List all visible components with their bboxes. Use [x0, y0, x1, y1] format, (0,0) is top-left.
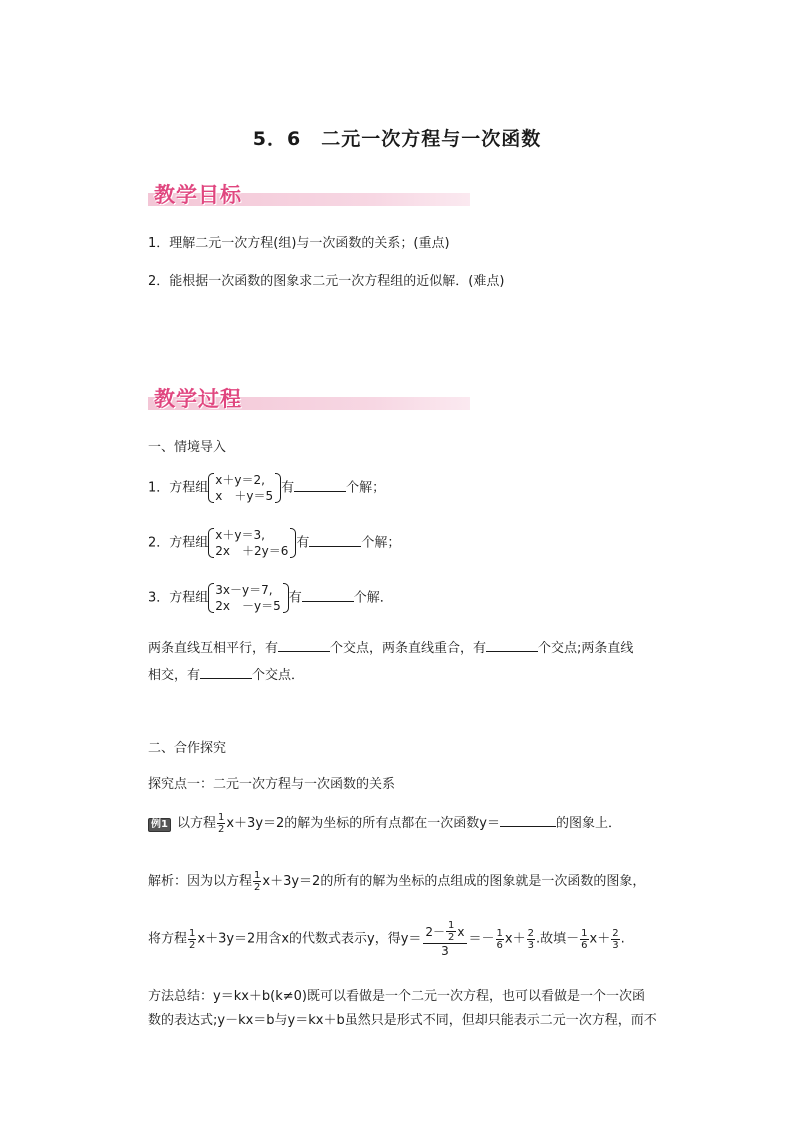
- equation: 3x－y＝7,: [215, 583, 273, 597]
- question-prefix: 3．方程组: [148, 590, 209, 606]
- section-banner-goals: [148, 181, 478, 207]
- answer-blank: [486, 639, 538, 652]
- page-title: 5．6 二元一次方程与一次函数: [252, 128, 542, 150]
- answer-blank: [500, 814, 556, 827]
- intersect-line-1: 两条直线互相平行，有 个交点，两条直线重合，有 个交点;两条直线: [148, 641, 634, 656]
- fraction-half: $\frac{1}{2}$: [217, 812, 225, 835]
- equation: x ＋y＝5: [215, 489, 274, 503]
- intersect-line-2: 相交，有 个交点．: [148, 668, 305, 683]
- summary-line-2: 数的表达式;y－kx＝b与y＝kx＋b虽然只是形式不同，但却只能表示二元一次方程，而不: [148, 1013, 657, 1028]
- equation: 2x －y＝5: [215, 599, 281, 613]
- equation: x＋y＝3,: [215, 528, 265, 542]
- question-1: 1．方程组 x＋y＝2, x ＋y＝5 有 个解；: [148, 473, 386, 503]
- equation: 2x ＋2y＝6: [215, 544, 289, 558]
- analysis-line-2: 将方程 $\frac{1}{2}$ x＋3y＝2用含x的代数式表示y，得y＝ 2－ $\frac{1}{2}$ x 3 ＝－ $\frac{1}{6}$ x＋ $\frac{2}{3}$ .故填－ $\frac{1}{6}$ x＋ $\frac{2}{3}$ .: [148, 920, 625, 958]
- section-banner-process: [148, 385, 478, 411]
- fraction-half: $\frac{1}{2}$: [254, 870, 261, 893]
- answer-blank: [278, 639, 330, 652]
- goal-item: 2．能根据一次函数的图象求二元一次方程组的近似解．(难点): [148, 274, 505, 289]
- part-heading: 二、合作探究: [148, 741, 227, 756]
- part-heading: 一、情境导入: [148, 440, 227, 455]
- equation-system: [208, 527, 296, 559]
- fraction-sixth: $\frac{1}{6}$: [496, 927, 503, 951]
- answer-blank: [309, 534, 361, 547]
- question-3: 3．方程组 3x－y＝7, 2x －y＝5 有 个解．: [148, 583, 393, 613]
- fraction-expression: 2－ $\frac{1}{2}$ x 3: [425, 920, 465, 958]
- fraction-two-thirds: $\frac{2}{3}$: [612, 927, 619, 951]
- question-prefix: 1．方程组: [148, 480, 209, 496]
- inquiry-point: 探究点一：二元一次方程与一次函数的关系: [148, 777, 396, 792]
- analysis-line-1: 解析：因为以方程 $\frac{1}{2}$ x＋3y＝2的所有的解为坐标的点组成的图象就是一次函数的图象，: [148, 870, 646, 893]
- example-tag: 例1: [148, 818, 171, 832]
- goal-item: 1．理解二元一次方程(组)与一次函数的关系；(重点): [148, 236, 450, 251]
- banner-label: 教学目标: [154, 183, 242, 207]
- answer-blank: [200, 666, 252, 679]
- example-1: 例1 以方程 $\frac{1}{2}$ x＋3y＝2的解为坐标的所有点都在一次函数y＝ 的图象上．: [148, 812, 621, 835]
- equation-system: [208, 472, 281, 504]
- equation-system: [208, 582, 288, 614]
- summary-line-1: 方法总结：y＝kx＋b(k≠0)既可以看做是一个二元一次方程，也可以看做是一个一次函: [148, 989, 646, 1004]
- fraction-two-thirds: $\frac{2}{3}$: [527, 927, 534, 951]
- answer-blank: [302, 589, 354, 602]
- question-prefix: 2．方程组: [148, 535, 209, 551]
- answer-blank: [294, 479, 346, 492]
- fraction-sixth: $\frac{1}{6}$: [581, 927, 588, 951]
- fraction-half: $\frac{1}{2}$: [189, 927, 196, 951]
- equation: x＋y＝2,: [215, 473, 265, 487]
- banner-label: 教学过程: [154, 387, 242, 411]
- question-2: 2．方程组 x＋y＝3, 2x ＋2y＝6 有 个解；: [148, 528, 401, 558]
